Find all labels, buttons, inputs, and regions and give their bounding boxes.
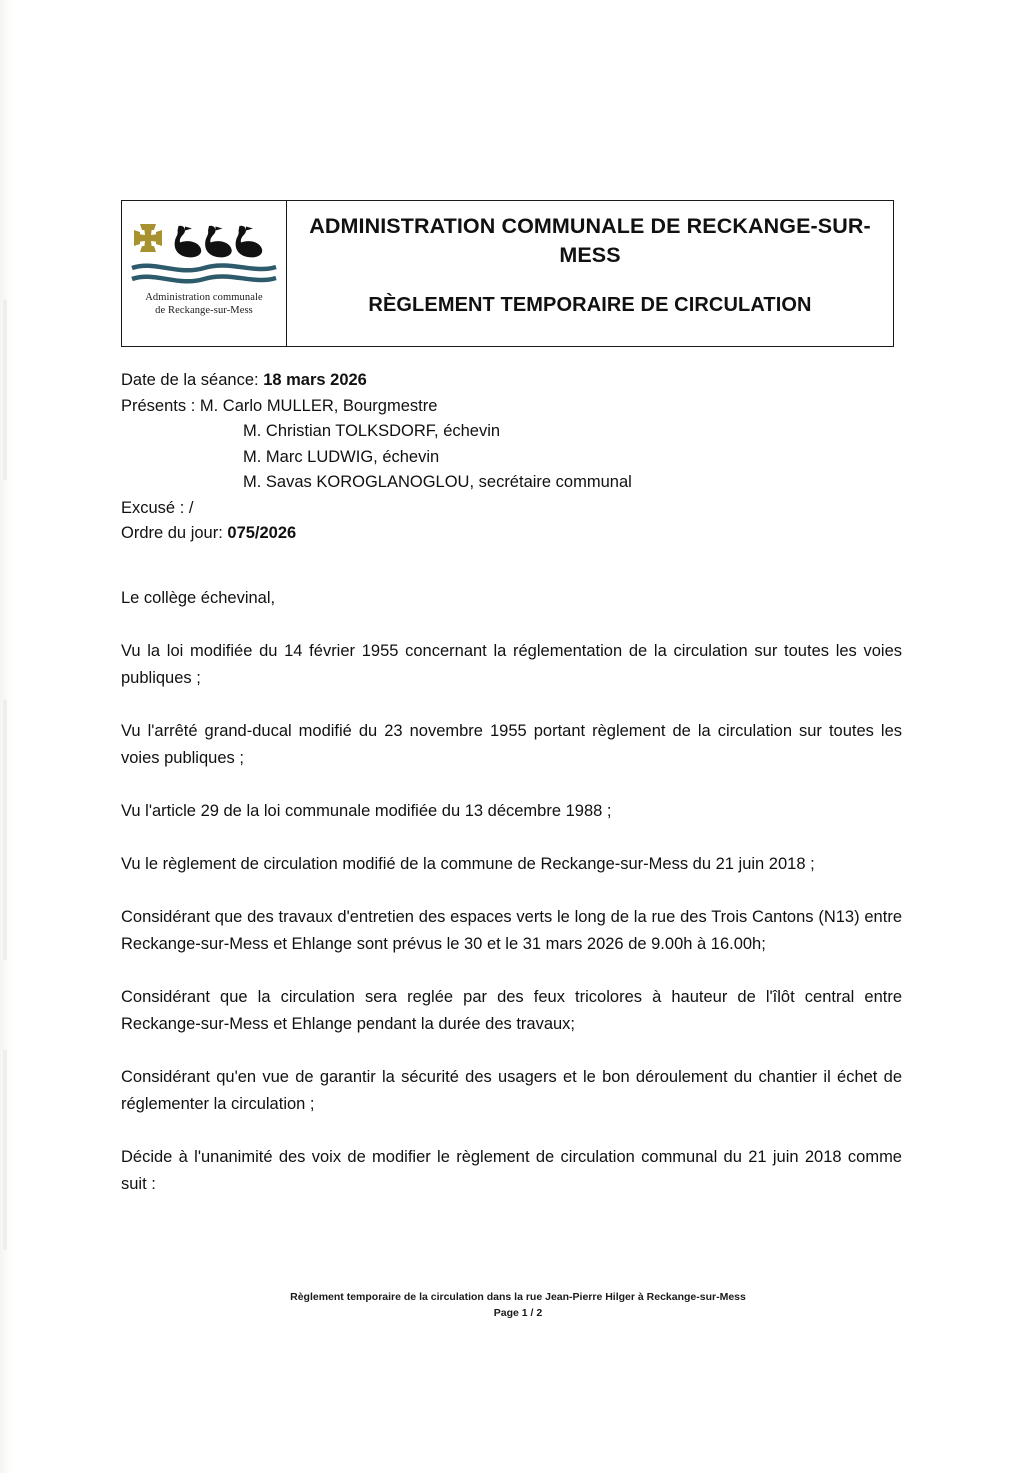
body-paragraph: Considérant que la circulation sera reglée par des feux tricolores à hauteur de l'îlôt central entre Reckange-sur-Mess et Ehlange pendant la durée des travaux; (121, 988, 902, 1033)
body-opening: Le collège échevinal, (121, 589, 276, 607)
body-paragraph: Vu la loi modifiée du 14 février 1955 concernant la réglementation de la circulation sur toutes les voies publiques ; (121, 642, 902, 687)
meta-excused-line: Excusé : / (121, 498, 194, 517)
attendee-name: M. Carlo MULLER, Bourgmestre (199, 396, 438, 415)
swan-icon (236, 226, 263, 258)
swan-icon (175, 226, 202, 258)
attendee-row (121, 445, 911, 471)
page-title: ADMINISTRATION COMMUNALE DE RECKANGE-SUR-MESS (309, 214, 871, 267)
body-paragraph: Considérant que des travaux d'entretien des espaces verts le long de la rue des Trois Cantons (N13) entre Reckange-sur-Mess et Ehlange sont prévus le 30 et le 31 mars 2026 de 9.00h à 16.00h; (121, 908, 902, 953)
body-paragraph: Considérant qu'en vue de garantir la sécurité des usagers et le bon déroulement du chantier il échet de réglementer la circulation ; (121, 1068, 902, 1113)
page-subtitle: RÈGLEMENT TEMPORAIRE DE CIRCULATION (368, 294, 812, 316)
scan-streak-artifact (3, 300, 7, 480)
body-paragraph: Décide à l'unanimité des voix de modifier le règlement de circulation communal du 21 juin 2018 comme suit : (121, 1148, 902, 1193)
meta-agenda-value: 075/2026 (227, 524, 297, 542)
footer-page-number: Page 1 / 2 (493, 1307, 543, 1319)
meta-presents-label: Présents : (121, 396, 196, 415)
scan-streak-artifact (3, 700, 7, 960)
footer-title: Règlement temporaire de la circulation dans la rue Jean-Pierre Hilger à Reckange-sur-Mess (290, 1291, 746, 1303)
header-title-cell (287, 201, 893, 346)
commune-crest-icon (130, 220, 278, 288)
document-body (121, 585, 902, 1198)
attendee-row (121, 470, 911, 496)
body-paragraph: Vu l'arrêté grand-ducal modifié du 23 novembre 1955 portant règlement de la circulation sur toutes les voies publiques ; (121, 722, 902, 767)
meta-date-label: Date de la séance: (121, 371, 259, 389)
meta-agenda-label: Ordre du jour: (121, 524, 223, 542)
scan-streak-artifact (3, 1050, 7, 1250)
wave-lines-icon (132, 265, 276, 281)
attendee-name: M. Savas KOROGLANOGLOU, secrétaire communal (243, 473, 632, 491)
body-paragraph: Vu l'article 29 de la loi communale modifiée du 13 décembre 1988 ; (121, 802, 612, 820)
page-footer (0, 1289, 1036, 1321)
attendee-name: M. Christian TOLKSDORF, échevin (243, 422, 501, 440)
attendee-row (121, 419, 911, 445)
logo-caption-line-1: Administration communale (145, 292, 263, 303)
logo-caption-line-2: de Reckange-sur-Mess (155, 305, 253, 316)
body-paragraph: Vu le règlement de circulation modifié de la commune de Reckange-sur-Mess du 21 juin 2018 ; (121, 855, 815, 873)
meta-date-value: 18 mars 2026 (263, 371, 367, 389)
meta-date-line (121, 368, 911, 394)
cross-pattee-icon (134, 224, 162, 252)
swan-icon (205, 226, 232, 258)
meta-presents-line (121, 394, 911, 420)
meta-agenda-line (121, 521, 911, 547)
header-logo-cell (122, 201, 287, 346)
document-header-box (121, 200, 894, 347)
attendee-name: M. Marc LUDWIG, échevin (243, 447, 440, 466)
meeting-metadata (121, 368, 911, 547)
logo-caption (145, 291, 263, 317)
